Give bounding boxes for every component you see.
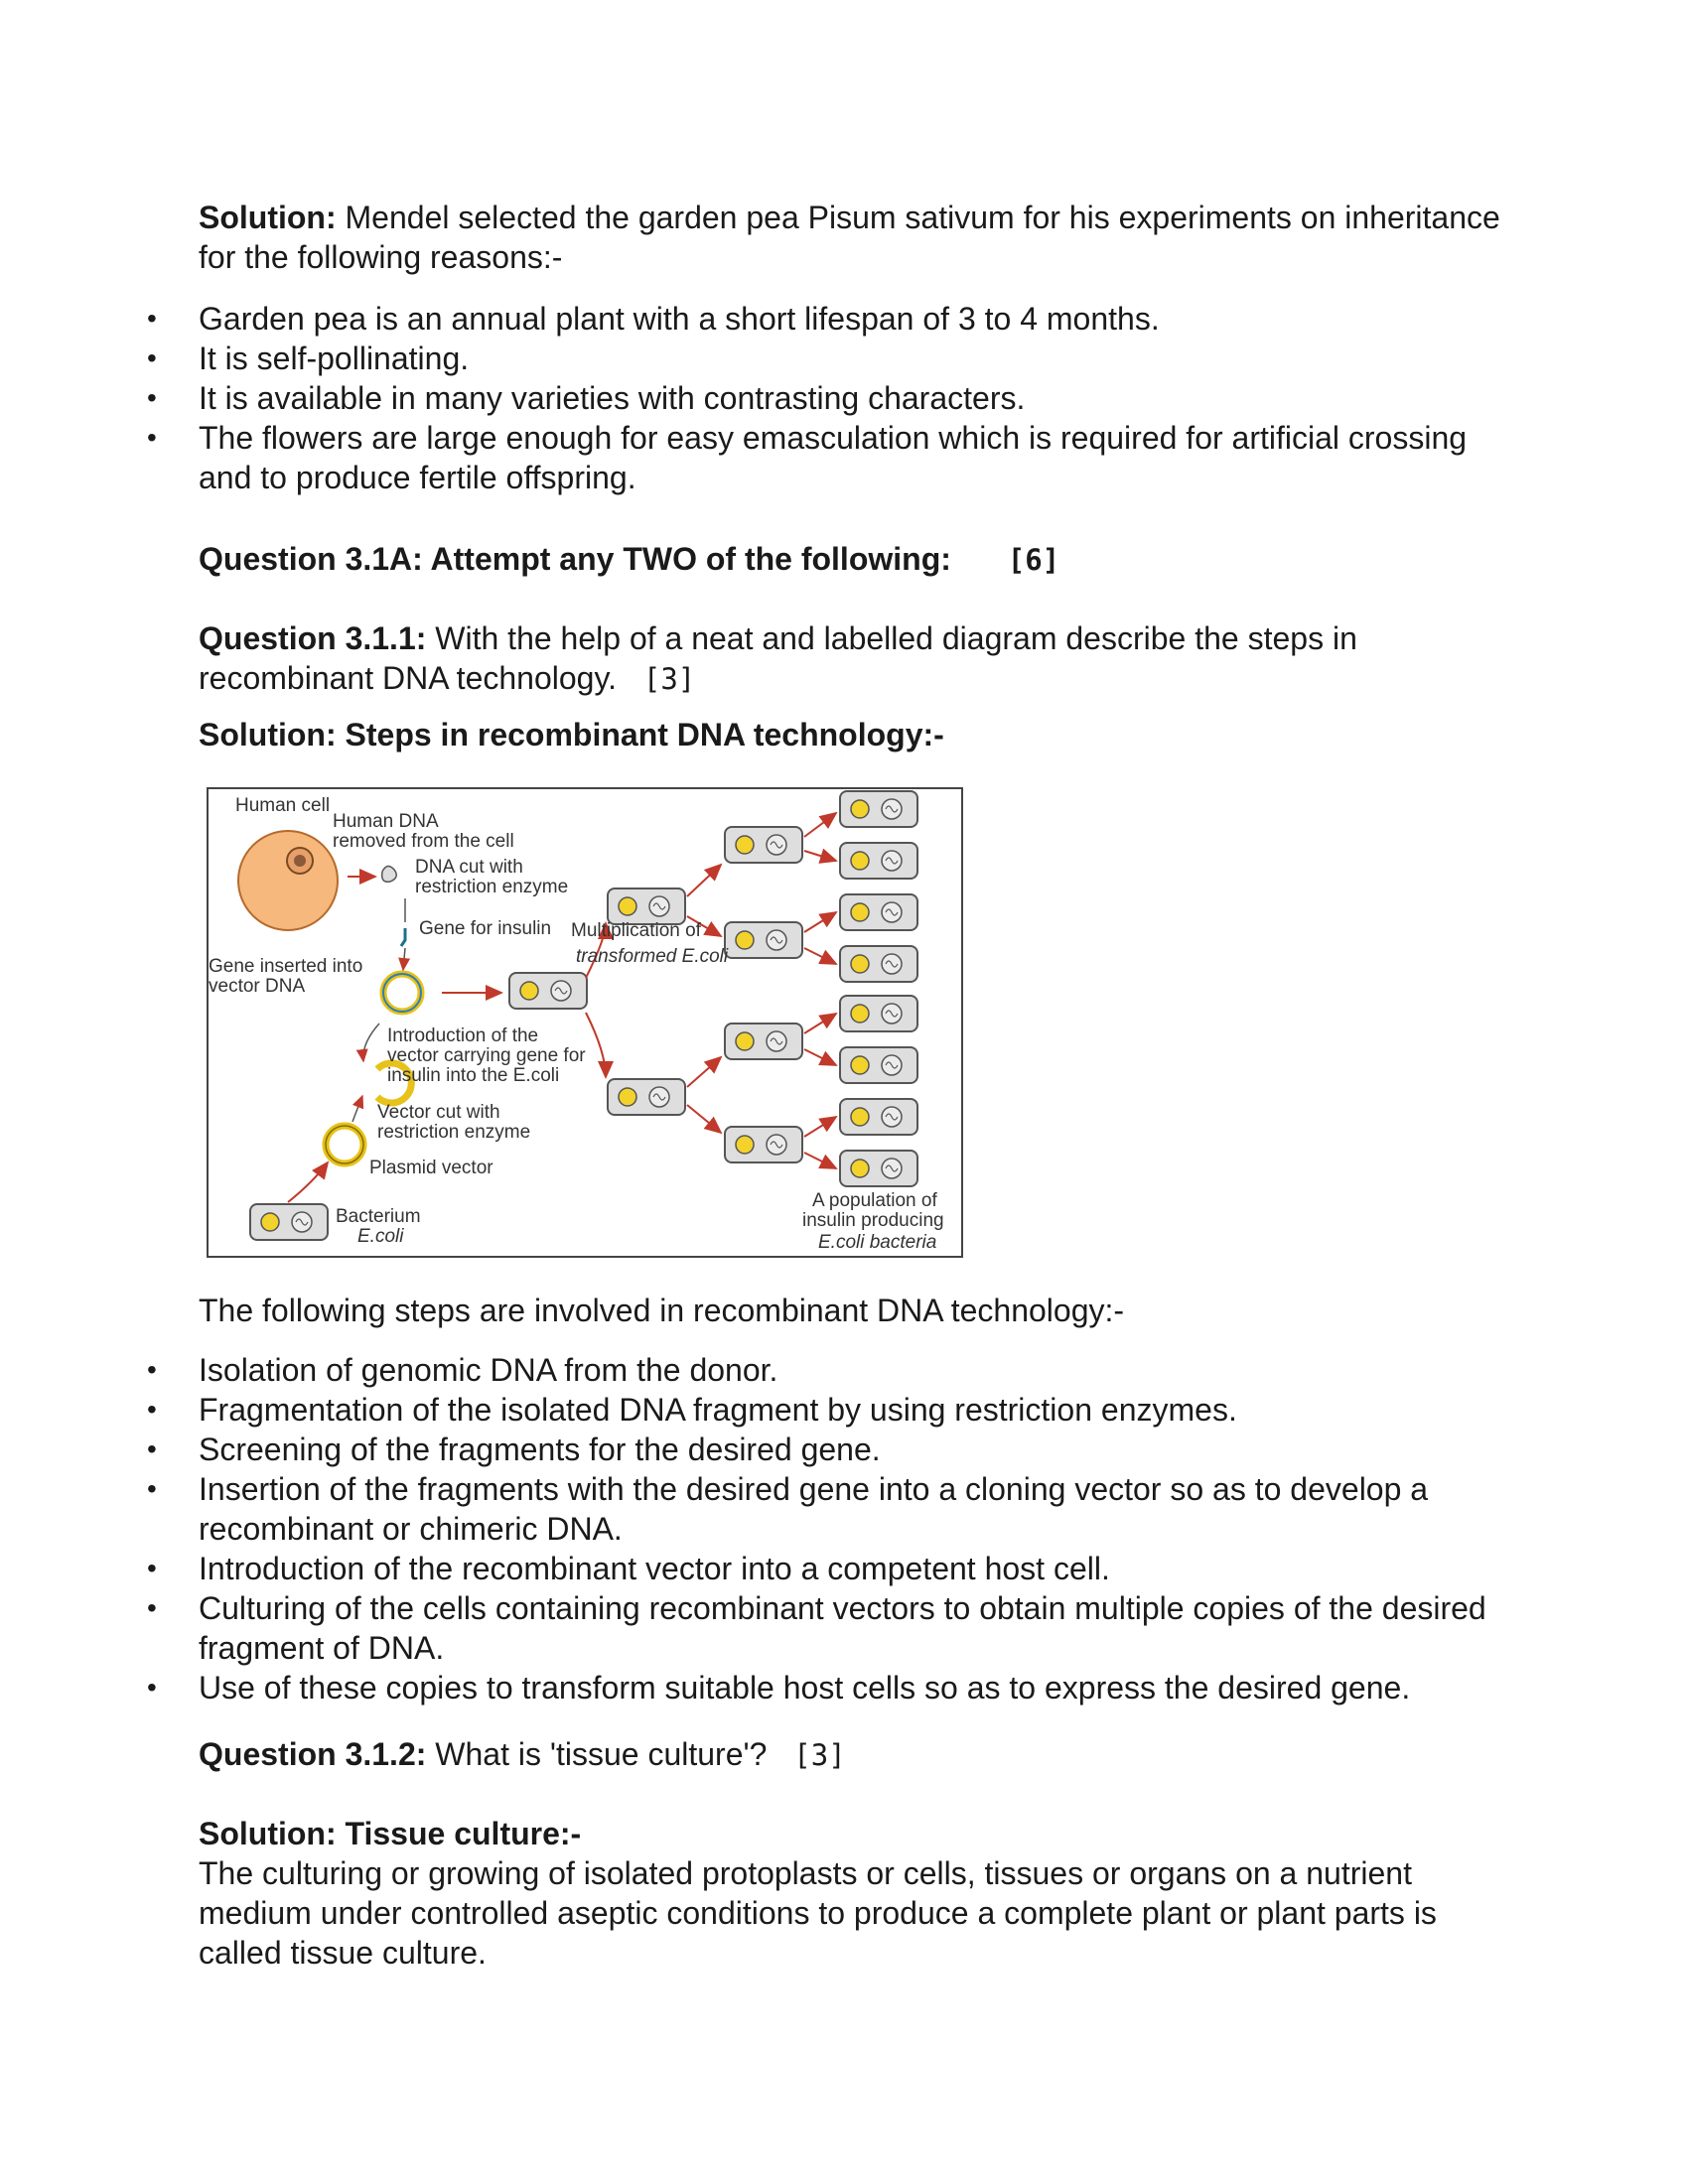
diagram-label: insulin producing [802, 1210, 944, 1231]
ecoli-cell-icon [840, 1099, 917, 1135]
insulin-gene-icon [401, 928, 405, 946]
ecoli-cell-icon [725, 922, 802, 958]
diagram-label: transformed E.coli [576, 946, 729, 967]
diagram-label: restriction enzyme [415, 877, 569, 897]
diagram-label: restriction enzyme [377, 1122, 531, 1143]
diagram-label: Gene for insulin [419, 918, 552, 939]
diagram-label: Introduction of the [387, 1025, 539, 1046]
mendel-reasons-list [199, 299, 1509, 497]
ecoli-cell-icon [840, 1047, 917, 1083]
list-item: • Isolation of genomic DNA from the donor. [199, 1350, 1509, 1390]
ecoli-cell-icon [725, 827, 802, 863]
ecoli-cell-icon [725, 1127, 802, 1162]
list-item: • Garden pea is an annual plant with a short lifespan of 3 to 4 months. [199, 299, 1509, 339]
diagram-label: Human cell [235, 795, 331, 816]
diagram-label: E.coli bacteria [818, 1232, 937, 1253]
marks-badge: [3] [642, 662, 696, 696]
marks-badge: [3] [793, 1738, 846, 1772]
marks-badge: [6] [1007, 543, 1060, 577]
question-3-1-2 [199, 1734, 1509, 1775]
diagram-label: Vector cut with [377, 1102, 500, 1123]
question-text: With the help of a neat and labelled diagram describe the steps in recombinant DNA technology. [199, 620, 1357, 696]
diagram-label: vector DNA [209, 976, 306, 997]
question-3-1a [199, 539, 1509, 580]
dna-icon [382, 866, 397, 882]
diagram-label: Bacterium [336, 1206, 421, 1227]
solution-heading: Solution: Tissue culture:- [199, 1816, 582, 1851]
ecoli-cell-icon [840, 791, 917, 827]
list-item: • The flowers are large enough for easy emasculation which is required for artificial crossing and to produce fertile offspring. [199, 418, 1509, 497]
question-label: Question 3.1.2: [199, 1736, 427, 1772]
question-title: Question 3.1A: Attempt any TWO of the following: [199, 541, 951, 577]
rdna-diagram-svg [209, 789, 961, 1256]
diagram-label: Human DNA [333, 811, 439, 832]
diagram-label: removed from the cell [333, 831, 514, 852]
diagram-label: insulin into the E.coli [387, 1065, 560, 1086]
ecoli-cell-icon [840, 1151, 917, 1186]
diagram-label: DNA cut with [415, 857, 523, 878]
solution-text: Mendel selected the garden pea Pisum sativum for his experiments on inheritance for the following reasons:- [199, 200, 1500, 275]
list-item: • Insertion of the fragments with the desired gene into a cloning vector so as to develop a recombinant or chimeric DNA. [199, 1469, 1509, 1549]
question-3-1-1 [199, 618, 1509, 699]
rdna-diagram [207, 787, 963, 1258]
ecoli-cell-icon [840, 996, 917, 1031]
list-item: • Use of these copies to transform suitable host cells so as to express the desired gene. [199, 1668, 1509, 1707]
list-item: • It is available in many varieties with contrasting characters. [199, 378, 1509, 418]
tissue-culture-definition: The culturing or growing of isolated protoplasts or cells, tissues or organs on a nutrient medium under controlled aseptic conditions to produce a complete plant or plant parts is called tissue culture. [199, 1855, 1437, 1971]
transformed-ecoli-icon [509, 973, 587, 1009]
diagram-label: vector carrying gene for [387, 1045, 586, 1066]
solution-intro [199, 198, 1509, 277]
diagram-label: Multiplication of [571, 920, 701, 941]
ecoli-cell-icon [608, 888, 685, 924]
diagram-label: E.coli [357, 1226, 404, 1247]
rdna-steps-list [199, 1350, 1509, 1707]
ecoli-cell-icon [840, 843, 917, 879]
ecoli-cell-icon [840, 894, 917, 930]
bacterium-icon [250, 1204, 328, 1240]
human-cell-icon [238, 831, 338, 930]
list-item: • Introduction of the recombinant vector into a competent host cell. [199, 1549, 1509, 1588]
solution-label: Solution: [199, 200, 337, 235]
list-item: • Screening of the fragments for the desired gene. [199, 1430, 1509, 1469]
ecoli-cell-icon [840, 946, 917, 982]
solution-heading: Solution: Steps in recombinant DNA technology:- [199, 717, 944, 752]
list-item: • It is self-pollinating. [199, 339, 1509, 378]
question-text: What is 'tissue culture'? [435, 1736, 768, 1772]
steps-intro: The following steps are involved in recombinant DNA technology:- [199, 1293, 1125, 1328]
list-item: • Culturing of the cells containing recombinant vectors to obtain multiple copies of the desired fragment of DNA. [199, 1588, 1509, 1668]
ecoli-cell-icon [608, 1079, 685, 1115]
diagram-label: Gene inserted into [209, 956, 363, 977]
question-label: Question 3.1.1: [199, 620, 427, 656]
list-item: • Fragmentation of the isolated DNA fragment by using restriction enzymes. [199, 1390, 1509, 1430]
diagram-label: A population of [812, 1190, 937, 1211]
diagram-label: Plasmid vector [369, 1158, 493, 1178]
ecoli-cell-icon [725, 1024, 802, 1059]
